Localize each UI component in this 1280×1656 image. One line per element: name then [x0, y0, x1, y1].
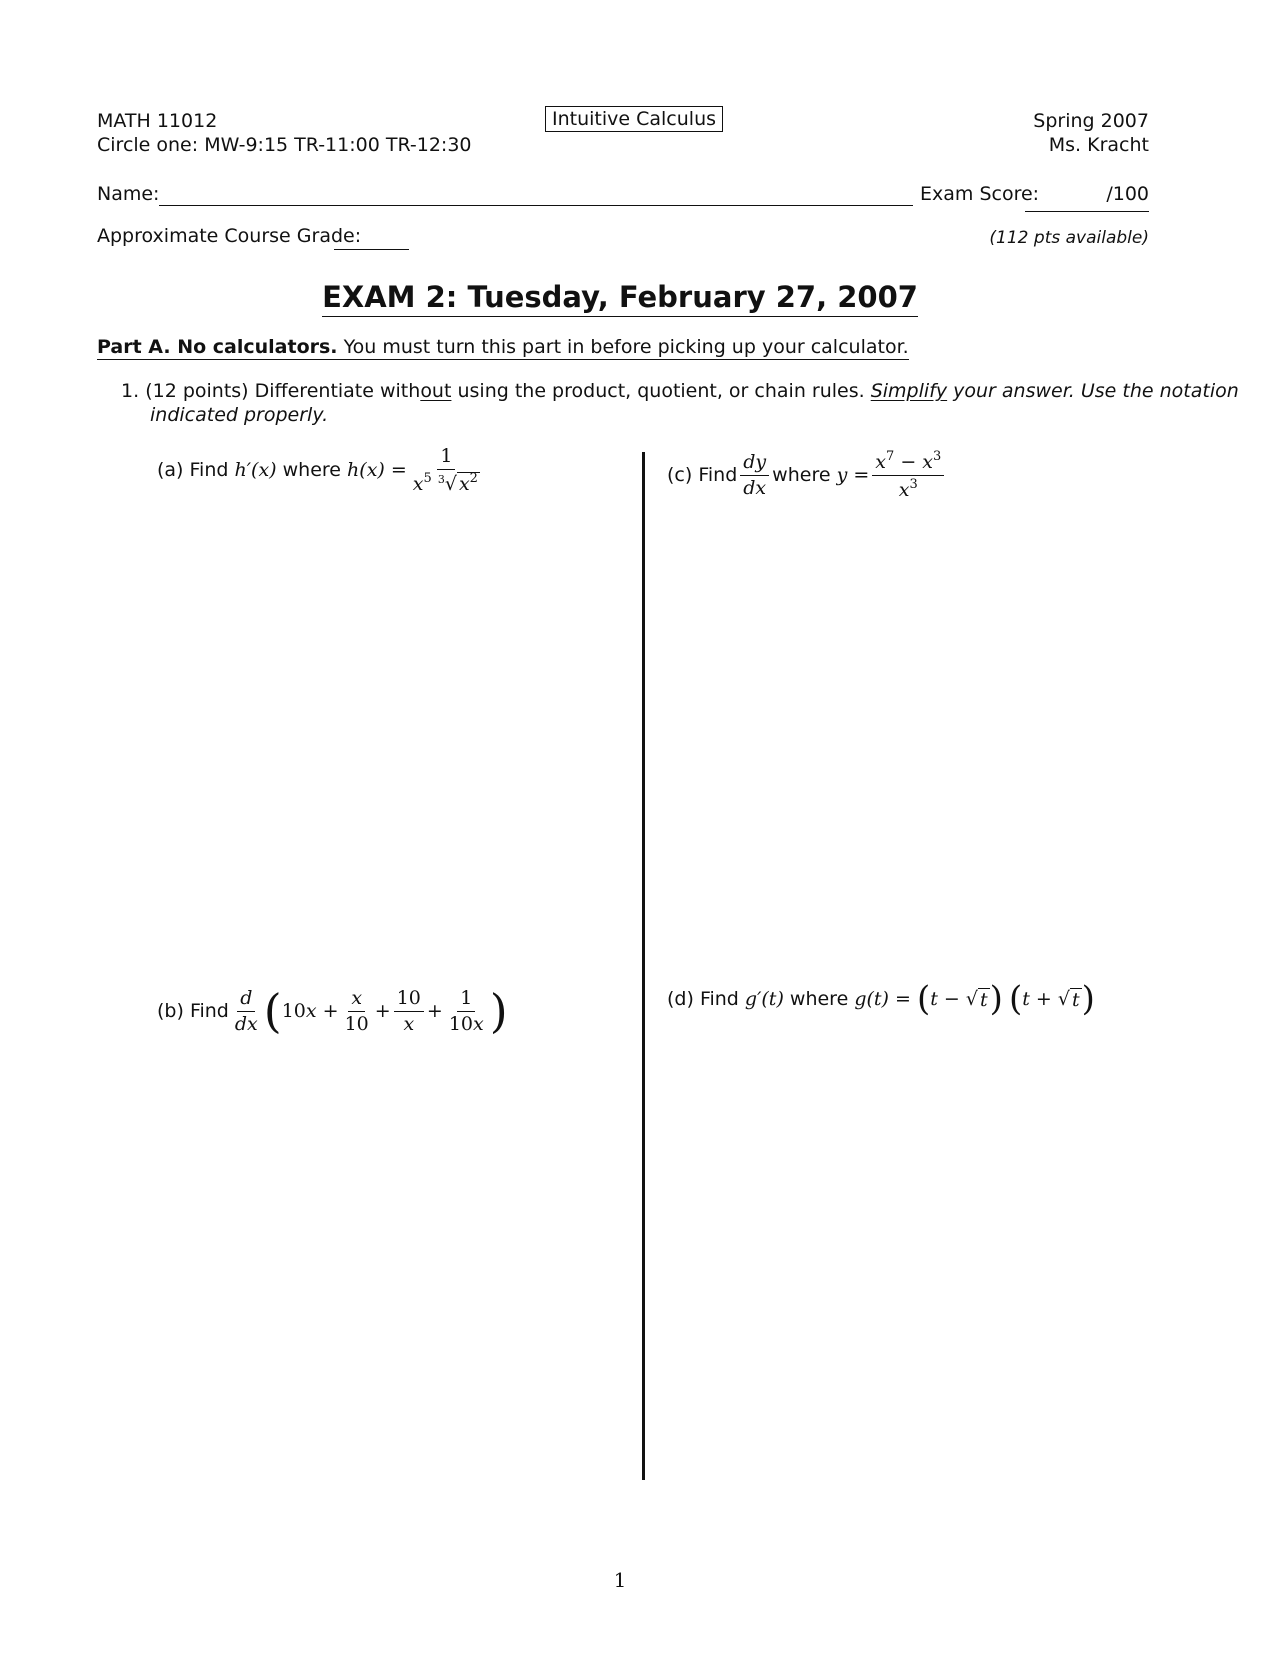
part-b-ddx: $\frac{d}{dx}$ — [234, 987, 258, 1035]
exam-title: EXAM 2: Tuesday, February 27, 2007 — [322, 280, 918, 317]
part-c: (c) Find $\frac{dy}{dx}$ where y = $\frac{x^7 - x^3}{x^3}$ — [667, 450, 947, 501]
page-number: 1 — [613, 1568, 627, 1592]
question-1-number: 1. — [121, 380, 140, 402]
part-a-instructions — [97, 336, 909, 360]
part-a-function: h(x) — [347, 459, 385, 482]
part-c-fraction: $\frac{x^7 - x^3}{x^3}$ — [872, 450, 944, 501]
part-a-where: where — [282, 459, 341, 482]
column-divider — [642, 452, 645, 1480]
part-b-term-x-over-10: $\frac{x}{10}$ — [344, 987, 369, 1035]
instructor: Ms. Kracht — [1048, 134, 1149, 156]
part-a-find: Find — [189, 459, 229, 482]
part-b-label: (b) — [157, 1000, 184, 1023]
exam-score-label: Exam Score: — [920, 183, 1040, 205]
part-d: (d) Find g′(t) where g(t) = ( t − √ t ) ( t + √ t ) — [667, 979, 1095, 1019]
part-d-label: (d) — [667, 988, 694, 1010]
question-1-line-2: indicated properly. — [150, 404, 329, 426]
circle-one-sections: Circle one: MW-9:15 TR-11:00 TR-12:30 — [97, 134, 472, 156]
name-field-line[interactable] — [159, 205, 913, 206]
course-grade-label: Approximate Course Grade: — [97, 225, 362, 247]
part-c-dydx: $\frac{dy}{dx}$ — [740, 452, 769, 499]
question-1-line-1 — [121, 380, 1239, 402]
question-1-simplify: Simplify — [870, 380, 948, 402]
exam-score-line[interactable] — [1025, 211, 1149, 212]
part-d-find: Find — [699, 988, 739, 1010]
part-c-find: Find — [698, 464, 738, 487]
course-code: MATH 11012 — [97, 110, 218, 132]
course-grade-line[interactable] — [334, 249, 409, 250]
part-b-term-1-over-10x: $\frac{1}{10x}$ — [448, 987, 484, 1035]
question-1-your-answer: your answer. Use the notation — [947, 380, 1239, 402]
part-d-gprime: g′(t) — [744, 988, 784, 1010]
part-c-label: (c) — [667, 464, 693, 487]
course-title-box: Intuitive Calculus — [545, 106, 723, 132]
part-a-heading: Part A. No calculators. — [97, 336, 338, 358]
exam-title-wrap — [0, 280, 1240, 314]
part-b-term-10-over-x: $\frac{10}{x}$ — [394, 988, 424, 1035]
part-b-find: Find — [189, 1000, 229, 1023]
part-a: (a) Find h′(x) where h(x) = $\frac{1}{x^5 ^3√ x^2}$ — [157, 446, 486, 495]
question-1-middle: using the product, quotient, or chain rules. — [451, 380, 871, 402]
term: Spring 2007 — [1033, 110, 1149, 132]
part-a-note: You must turn this part in before picking up your calculator. — [343, 336, 909, 358]
part-d-where: where — [789, 988, 849, 1010]
part-b: (b) Find $\frac{d}{dx}$ ( 10 x + $\frac{x}{10}$ + $\frac{10}{x}$ + $\frac{1}{10x}$ ) — [157, 984, 508, 1039]
name-label: Name: — [97, 183, 160, 205]
part-a-label: (a) — [157, 459, 184, 482]
question-1-out: out — [420, 380, 452, 402]
question-1-points: (12 points) Differentiate with — [145, 380, 421, 402]
part-a-fraction: $\frac{1}{x^5 ^3√ x^2}$ — [412, 445, 478, 495]
part-c-where: where — [772, 464, 831, 487]
part-a-hprime: h′(x) — [234, 459, 277, 482]
points-available: (112 pts available) — [989, 228, 1149, 248]
exam-score-total: /100 — [1106, 183, 1149, 205]
